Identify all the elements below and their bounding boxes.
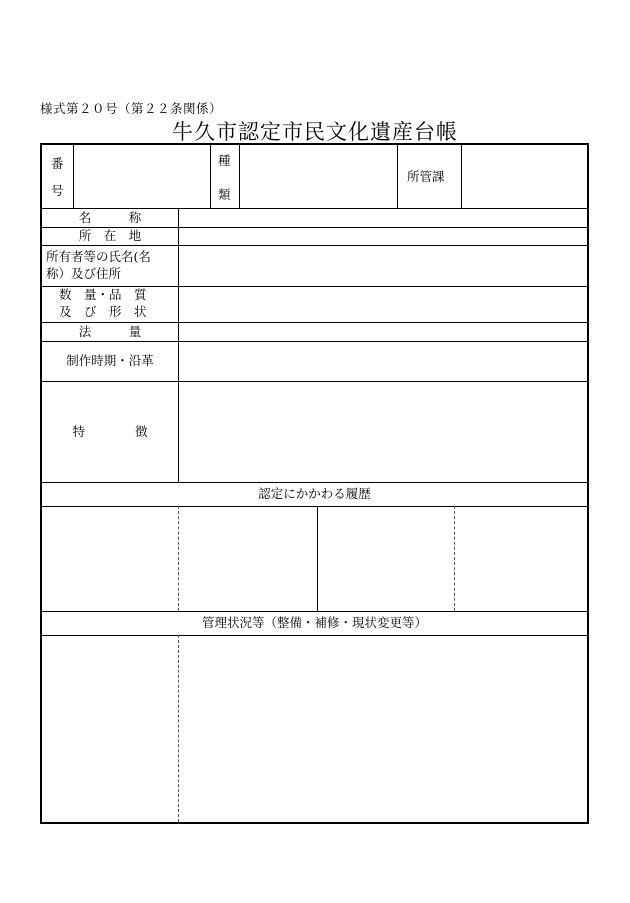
quantity-field[interactable] [180, 287, 586, 321]
divider [42, 482, 587, 483]
divider [461, 145, 462, 208]
divider [42, 611, 587, 612]
period-label: 制作時期・沿革 [66, 353, 154, 368]
divider [210, 145, 211, 208]
divider [317, 506, 318, 611]
number-label-2: 号 [51, 183, 64, 198]
history-cell[interactable] [179, 507, 316, 610]
history-cell[interactable] [455, 507, 587, 610]
dept-field[interactable] [463, 146, 588, 206]
dimensions-field[interactable] [180, 323, 586, 340]
divider [73, 145, 74, 208]
features-label: 特 徴 [72, 424, 148, 439]
type-field[interactable] [241, 146, 396, 206]
management-status-heading: 管理状況等（整備・補修・現状変更等） [201, 615, 427, 630]
type-label-2: 類 [218, 187, 231, 202]
divider [239, 145, 240, 208]
divider [397, 145, 398, 208]
quantity-label-2: 及 び 形 状 [59, 304, 147, 319]
register-table [40, 143, 589, 824]
certification-history-heading: 認定にかかわる履歴 [258, 486, 371, 501]
divider [178, 208, 179, 482]
divider [178, 635, 179, 822]
dimensions-label: 法 量 [78, 324, 142, 339]
features-field[interactable] [180, 382, 586, 481]
dept-label: 所管課 [407, 169, 445, 184]
management-cell[interactable] [180, 637, 586, 821]
period-field[interactable] [180, 342, 586, 380]
management-cell[interactable] [42, 637, 178, 821]
location-field[interactable] [180, 228, 586, 244]
owner-field[interactable] [180, 246, 586, 285]
divider [42, 635, 587, 636]
name-field[interactable] [180, 209, 586, 226]
number-field[interactable] [75, 146, 209, 206]
number-label-1: 番 [51, 156, 64, 171]
owner-label-1: 所有者等の氏名(名 [46, 249, 151, 264]
location-label: 所 在 地 [78, 228, 142, 243]
history-cell[interactable] [319, 507, 453, 610]
owner-label-2: 称）及び住所 [46, 266, 122, 281]
type-label-1: 種 [218, 153, 231, 168]
form-number: 様式第２０号（第２２条関係） [40, 101, 223, 116]
quantity-label-1: 数 量・品 質 [59, 287, 147, 302]
history-cell[interactable] [42, 507, 178, 610]
page-title: 牛久市認定市民文化遺産台帳 [172, 120, 458, 144]
name-label: 名 称 [78, 210, 142, 225]
